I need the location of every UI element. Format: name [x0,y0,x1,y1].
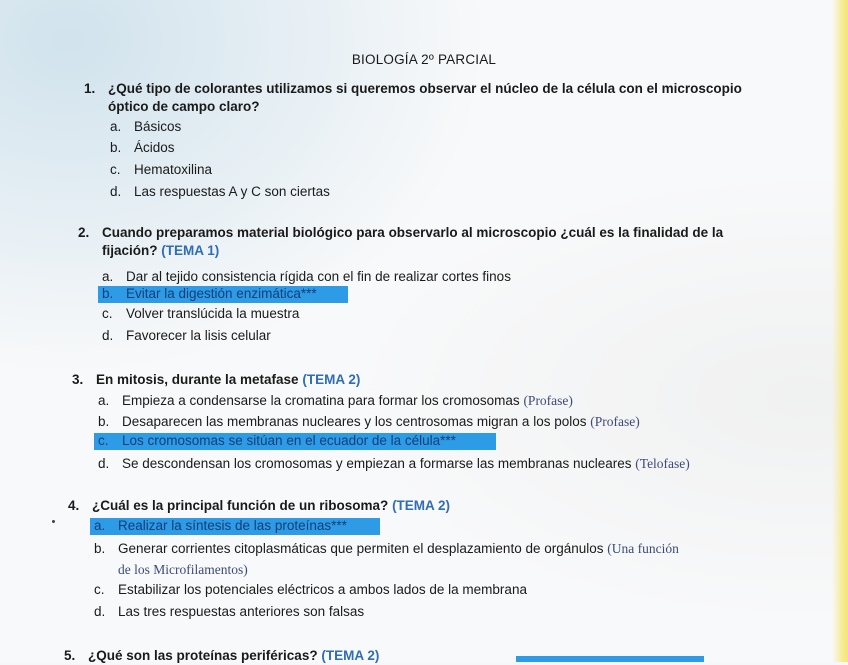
option-text: Desaparecen las membranas nucleares y los centrosomas migran a los polos [122,414,587,429]
option-letter: b. [94,541,106,556]
option-text: Volver translúcida la muestra [126,306,300,321]
question-number: 4. [68,498,80,513]
document-title: BIOLOGÍA 2º PARCIAL [351,52,497,67]
option-text: Realizar la síntesis de las proteínas*** [118,518,347,533]
question-line: ¿Cuál es la principal función de un ribosoma? [92,498,389,513]
question-text [88,647,564,665]
question-line: óptico de campo claro? [108,99,260,114]
option-letter: b. [102,286,114,301]
tema-tag: (TEMA 2) [321,648,380,663]
option-text: Las tres respuestas anteriores son falsas [118,604,365,619]
option-letter: c. [98,433,109,448]
option-note: (Profase) [590,414,640,429]
option-text: Dar al tejido consistencia rígida con el fin de realizar cortes finos [126,269,511,284]
option-text: Se descondensan los cromosomas y empiezan a formarse las membranas nucleares [122,456,632,471]
option-letter: c. [94,582,105,597]
option-letter: a. [110,119,122,134]
question-text [102,224,758,260]
question-number: 2. [78,225,90,240]
tema-tag: (TEMA 2) [302,372,361,387]
option-text: Básicos [134,119,182,134]
option-text: Generar corrientes citoplasmáticas que permiten el desplazamiento de orgánulos [118,541,604,556]
option-letter: b. [98,414,110,429]
option-text: Favorecer la lisis celular [126,328,271,343]
question-line: En mitosis, durante la metafase [96,372,299,387]
question-line: fijación? [102,243,158,258]
option-letter: b. [110,140,122,155]
question-text [108,80,764,116]
page-edge-shadow [832,0,848,662]
option-note: (Una función [607,541,679,556]
option-text: Evitar la digestión enzimática*** [126,286,317,301]
option-letter: a. [94,518,106,533]
option-letter: d. [102,328,114,343]
option-letter: c. [110,162,121,177]
option-letter: c. [102,306,113,321]
tema-tag: (TEMA 1) [161,243,220,258]
option-letter: d. [110,184,122,199]
option-text: Ácidos [134,140,175,155]
stray-mark [52,520,55,523]
tema-tag: (TEMA 2) [392,498,451,513]
option-letter: a. [102,269,114,284]
question-text [96,371,572,389]
option-text: Las respuestas A y C son ciertas [134,184,330,199]
option-note: (Telofase) [635,456,690,471]
option-note: de los Microfilamentos) [118,562,248,577]
option-letter: d. [98,456,110,471]
question-line: ¿Qué tipo de colorantes utilizamos si queremos observar el núcleo de la célula con el microscopio [108,81,742,96]
option-text: Empieza a condensarse la cromatina para formar los cromosomas [122,393,520,408]
question-number: 5. [64,648,76,663]
question-number: 1. [84,81,96,96]
option-text: Los cromosomas se sitúan en el ecuador de la célula*** [122,433,456,448]
option-text: Estabilizar los potenciales eléctricos a ambos lados de la membrana [118,582,527,597]
question-text [92,497,568,515]
question-number: 3. [72,372,84,387]
answer-highlight [516,656,704,662]
option-letter: a. [98,393,110,408]
option-note: (Profase) [523,393,573,408]
option-letter: d. [94,604,106,619]
option-text: Hematoxilina [134,162,213,177]
question-line: Cuando preparamos material biológico para observarlo al microscopio ¿cuál es la finalidad de la [102,225,724,240]
question-line: ¿Qué son las proteínas periféricas? [88,648,318,663]
